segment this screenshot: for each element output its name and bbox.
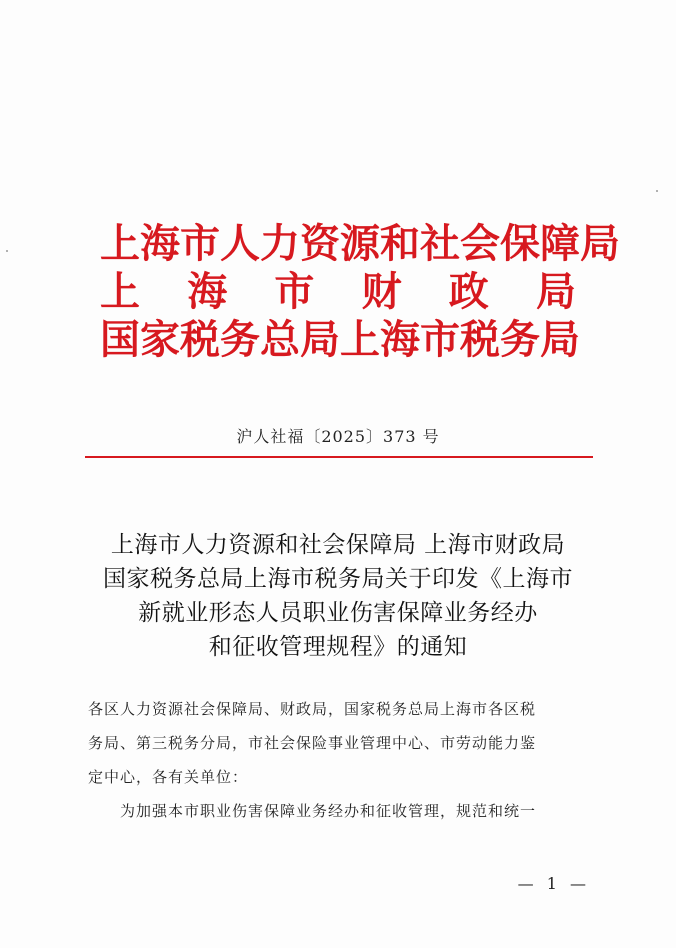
red-divider-line xyxy=(85,456,593,458)
title-line: 新就业形态人员职业伤害保障业务经办 xyxy=(138,600,538,626)
title-line: 上海市人力资源和社会保障局 上海市财政局 xyxy=(110,532,566,558)
document-body xyxy=(88,692,598,828)
agency-finance-char: 财 xyxy=(361,268,402,315)
agency-finance-char: 局 xyxy=(535,268,576,315)
recipients-line: 各区人力资源社会保障局、财政局，国家税务总局上海市各区税 xyxy=(88,700,537,718)
page-number: — 1 — xyxy=(517,874,590,893)
body-paragraph-line: 为加强本市职业伤害保障业务经办和征收管理，规范和统一 xyxy=(120,802,537,820)
agency-finance-char: 政 xyxy=(448,268,489,315)
agency-tax: 国家税务总局上海市税务局 xyxy=(100,316,580,363)
scan-speck xyxy=(656,190,658,192)
recipients-line: 务局、第三税务分局，市社会保险事业管理中心、市劳动能力鉴 xyxy=(88,734,537,752)
title-line: 国家税务总局上海市税务局关于印发《上海市 xyxy=(103,566,573,592)
agency-finance-char: 上 xyxy=(100,268,140,315)
agency-finance-char: 海 xyxy=(187,268,228,315)
agency-finance xyxy=(100,268,580,316)
issuing-agencies-header xyxy=(100,220,620,364)
recipients-line: 定中心，各有关单位： xyxy=(88,768,249,786)
agency-finance-char: 市 xyxy=(274,268,315,315)
title-line: 和征收管理规程》的通知 xyxy=(208,634,468,660)
document-number: 沪人社福〔2025〕373 号 xyxy=(236,427,440,446)
agency-hrss: 上海市人力资源和社会保障局 xyxy=(100,220,620,267)
document-title xyxy=(60,528,616,664)
scan-speck xyxy=(6,250,8,252)
